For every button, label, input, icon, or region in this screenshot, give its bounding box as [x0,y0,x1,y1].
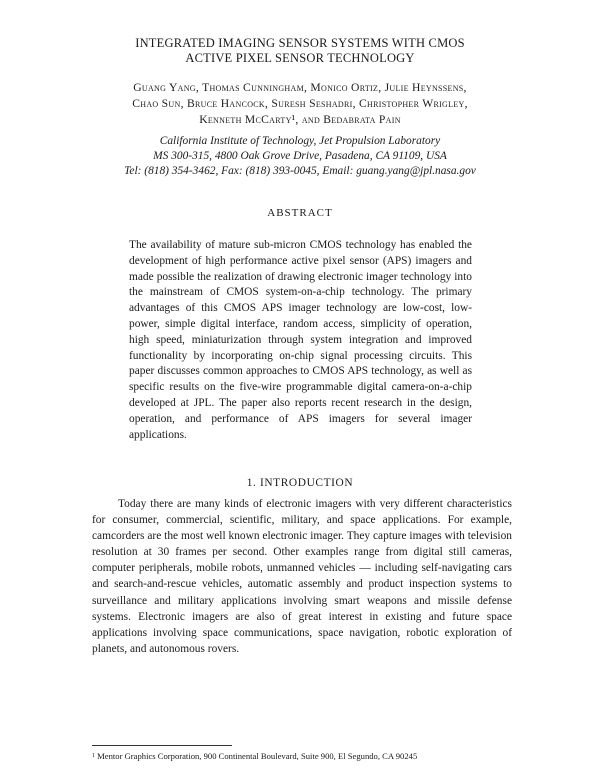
footnote-text: Mentor Graphics Corporation, 900 Continental Boulevard, Suite 900, El Segundo, CA 90245 [97,751,418,761]
author-list [95,80,505,128]
title-line-2: ACTIVE PIXEL SENSOR TECHNOLOGY [185,51,415,65]
affiliation-block [85,134,515,179]
paper-title [90,36,510,66]
abstract-paragraph: The availability of mature sub-micron CMOS technology has enabled the development of high performance active pixel sensor (APS) imagers and made possible the realization of drawing electronic imager technology into the mainstream of CMOS system-on-a-chip technology. The primary advantages of this CMOS APS imager technology are low-cost, low-power, simple digital interface, random access, simplicity of operation, high speed, miniaturization through system integration and improved functionality by incorporating on-chip signal processing circuits. This paper discusses common approaches to CMOS APS technology, as well as specific results on the five-wire programmable digital camera-on-a-chip developed at JPL. The paper also reports recent research in the design, operation, and performance of APS imagers for several imager applications. [129,239,472,441]
authors-line-3: Kenneth McCarty¹, and Bedabrata Pain [199,113,401,126]
affiliation-line-1: California Institute of Technology, Jet Propulsion Laboratory [159,135,441,147]
title-line-1: INTEGRATED IMAGING SENSOR SYSTEMS WITH CMOS [135,36,465,50]
authors-line-2: Chao Sun, Bruce Hancock, Suresh Seshadri, Christopher Wrigley, [132,97,468,110]
affiliation-line-2: MS 300-315, 4800 Oak Grove Drive, Pasadena, CA 91109, USA [153,150,447,162]
introduction-paragraph: Today there are many kinds of electronic imagers with very different characteristics for consumer, commercial, scientific, military, and space applications. For example, camcorders are the most well known electronic imager. They capture images with television resolution at 30 frames per second. Other examples range from digital still cameras, computer peripherals, mobile robots, unmanned vehicles — including self-navigating cars and search-and-rescue vehicles, automatic assembly and product inspection systems to surveillance and military applications involving smart weapons and missile defense systems. Electronic imagers are also of great interest in existing and future space applications involving space communications, space navigation, robotic exploration of planets, and autonomous rovers. [92,498,512,655]
abstract-heading: ABSTRACT [267,207,333,219]
footnote-mark: 1 [92,753,95,759]
footnote [92,751,532,762]
affiliation-line-3: Tel: (818) 354-3462, Fax: (818) 393-0045, Email: guang.yang@jpl.nasa.gov [124,165,476,177]
footnote-divider [92,745,232,746]
introduction-heading: 1. INTRODUCTION [246,477,354,489]
authors-line-1: Guang Yang, Thomas Cunningham, Monico Ortiz, Julie Heynssens, [133,81,467,94]
